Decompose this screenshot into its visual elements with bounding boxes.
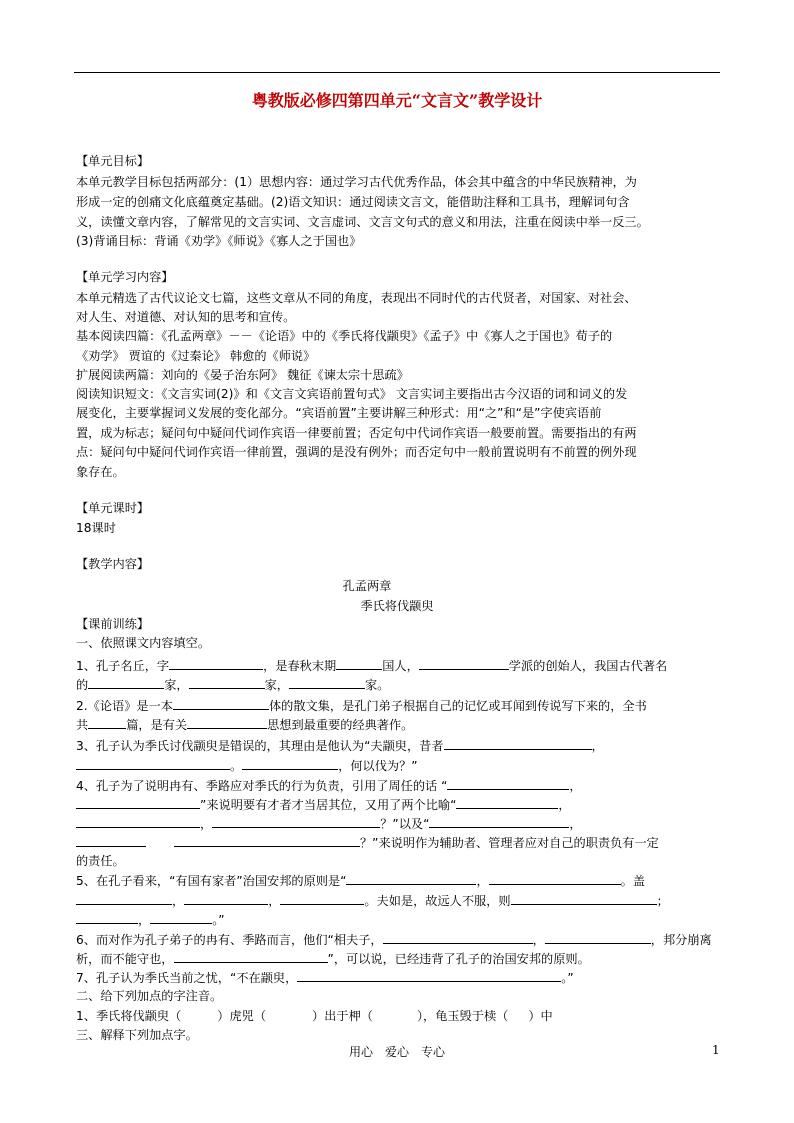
blank (76, 911, 138, 924)
question-1-line-2: 的 家， 家， 家。 (76, 678, 390, 692)
blank (174, 834, 360, 847)
blank (419, 657, 509, 670)
question-4-line-2: ”来说明要有才者才当居其位，又用了两个比喻“ ， (76, 796, 571, 813)
blank (76, 892, 172, 905)
blank (76, 757, 230, 770)
paragraph-line: 对人生、对道德、对认知的思考和宣传。 (76, 310, 296, 324)
paragraph-line: 象存在。 (76, 465, 125, 479)
section-heading-unit-content: 【单元学习内容】 (76, 270, 174, 284)
blank (189, 676, 265, 689)
blank (336, 657, 382, 670)
question-6-line-2: 析，而不能守也， ”，可以说，已经违背了孔子的治国安邦的原则。 (76, 952, 590, 966)
question-8: 1、季氏将伐颛臾（ ）虎兕（ ）出于柙（ ），龟玉毁于椟（ ）中 (76, 1009, 553, 1023)
paragraph-line: 置，成为标志；疑问句中疑问代词作宾语一律要前置；否定句中代词作宾语一般要前置。需要指出的有两 (76, 426, 637, 440)
paragraph-line: 《劝学》 贾谊的《过秦论》 韩愈的《师说》 (76, 349, 316, 363)
blank (489, 872, 621, 885)
question-3-line-2: 。 ，何以伐为？” (76, 757, 418, 774)
paragraph-line: 义，读懂文章内容，了解常见的文言实词、文言虚词、文言文句式的意义和用法，注重在阅读中举一反三。 (76, 215, 649, 229)
question-1-line-1: 1、孔子名丘，字 ，是春秋末期 国人， 学派的创始人，我国古代著名 (76, 659, 668, 673)
blank (456, 796, 558, 809)
blank (346, 872, 476, 885)
paragraph-line: 点：疑问句中疑问代词作宾语一律前置，强调的是没有例外；而否定句中一般前置说明有不前置的例外现 (76, 445, 637, 459)
question-6-line-1: 6、而对作为孔子弟子的冉有、季路而言，他们“相夫子， ， ，邦分崩离 (76, 933, 712, 947)
paragraph-line: 本单元精选了古代议论文七篇，这些文章从不同的角度，表现出不同时代的古代贤者，对国家、对社会、 (76, 291, 637, 305)
question-5-line-2: ， ， 。夫如是，故远人不服，则 ； (76, 892, 669, 909)
question-4-line-4: ？”来说明作为辅助者、管理者应对自己的职责负有一定 (76, 834, 659, 851)
question-2-line-2: 共 篇，是有关 思想到最重要的经典著作。 (76, 718, 414, 732)
paragraph-line: 形成一定的创痛文化底蕴奠定基础。(2)语文知识：通过阅读文言文，能借助注释和工具书，理解词句含 (76, 195, 630, 209)
page-footer: 用心 爱心 专心 (348, 1045, 445, 1059)
blank (173, 697, 269, 710)
paragraph-line: 阅读知识短文：《文言实词(2)》和《文言文宾语前置句式》 文言实词主要指出古今汉语的词和词义的发 (76, 387, 628, 401)
exercise-part-three: 三、解释下列加点字。 (76, 1028, 198, 1042)
header-rule (74, 72, 720, 73)
paragraph-line: 展变化，主要掌握词义发展的变化部分。“宾语前置”主要讲解三种形式：用“之”和“是”字使宾语前 (76, 406, 602, 420)
question-3-line-1: 3、孔子认为季氏讨伐颛臾是错误的，其理由是他认为“夫颛臾，昔者 ， (76, 739, 604, 753)
question-4-line-5: 的责任。 (76, 854, 125, 868)
blank (429, 815, 569, 828)
lesson-heading: 孔孟两章 (342, 579, 392, 593)
blank (150, 911, 212, 924)
blank (174, 950, 328, 963)
blank (187, 716, 267, 729)
class-hours-value: 18课时 (76, 521, 116, 535)
blank (444, 737, 592, 750)
exercise-part-two: 二、给下列加点的字注音。 (76, 989, 223, 1003)
blank (212, 815, 380, 828)
paragraph-line: 本单元教学目标包括两部分：(1）思想内容：通过学习古代优秀作品，体会其中蕴含的中华民族精神，为 (76, 175, 637, 189)
blank (511, 892, 657, 905)
question-4-line-3: ， ？”以及“ ， (76, 815, 582, 832)
question-7: 7、孔子认为季氏当前之忧，“不在颛臾， 。” (76, 971, 574, 985)
blank (169, 657, 263, 670)
page-number: 1 (712, 1043, 720, 1057)
section-heading-unit-goals: 【单元目标】 (76, 154, 150, 168)
section-heading-class-hours: 【单元课时】 (76, 501, 150, 515)
blank (76, 815, 200, 828)
blank (383, 931, 533, 944)
blank (184, 892, 268, 905)
blank (280, 892, 364, 905)
blank (545, 931, 651, 944)
blank (289, 676, 365, 689)
question-5-line-1: 5、在孔子看来，“有国有家者”治国安邦的原则是“ ， 。盖 (76, 874, 646, 888)
paragraph-line: 扩展阅读两篇：刘向的《晏子治东阿》 魏征《谏太宗十思疏》 (76, 368, 409, 382)
section-heading-teaching-content: 【教学内容】 (76, 557, 150, 571)
blank (242, 757, 338, 770)
question-4-line-1: 4、孔子为了说明冉有、季路应对季氏的行为负责，引用了周任的话 “ ， (76, 779, 582, 793)
blank (76, 834, 146, 847)
lesson-subheading: 季氏将伐颛臾 (360, 599, 434, 613)
section-heading-pre-class: 【课前训练】 (76, 617, 150, 631)
paragraph-line: (3)背诵目标：背诵《劝学》《师说》《寡人之于国也》 (76, 234, 362, 248)
blank (447, 777, 569, 790)
question-2-line-1: 2.《论语》是一本 体的散文集，是孔门弟子根据自己的记忆或耳闻到传说写下来的，全书 (76, 699, 647, 713)
blank (88, 716, 126, 729)
document-title: 粤教版必修四第四单元“文言文”教学设计 (251, 91, 543, 110)
exercise-part-one: 一、依照课文内容填空。 (76, 636, 211, 650)
blank (76, 796, 200, 809)
blank (88, 676, 164, 689)
paragraph-line: 基本阅读四篇：《孔孟两章》－－《论语》中的《季氏将伐颛臾》《孟子》中《寡人之于国也》荀子的 (76, 329, 613, 343)
blank (297, 969, 561, 982)
question-5-line-3: ， 。” (76, 911, 225, 928)
